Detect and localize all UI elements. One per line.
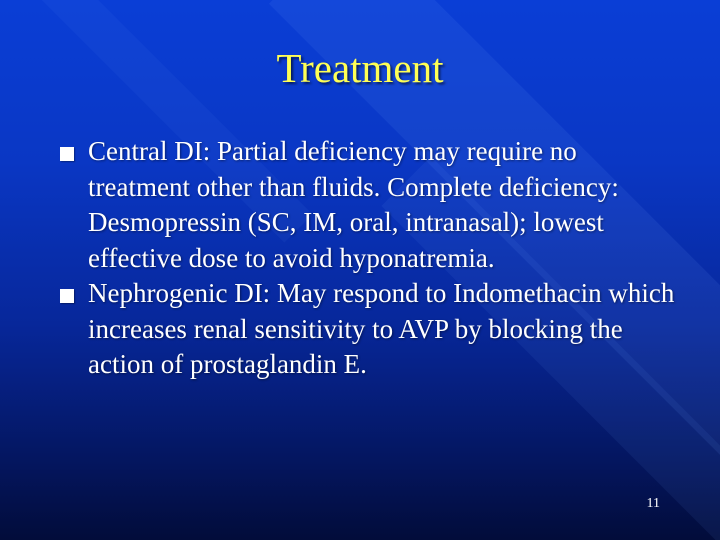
bullet-text: Nephrogenic DI: May respond to Indomethacin which increases renal sensitivity to AVP by blocking the action of prostaglandin E. xyxy=(88,278,675,379)
slide-title: Treatment xyxy=(276,45,444,91)
bullet-text: Central DI: Partial deficiency may require no treatment other than fluids. Complete deficiency: Desmopressin (SC, IM, oral, intranasal); lowest effective dose to avoid hyponatremia. xyxy=(88,136,619,273)
square-bullet-icon xyxy=(60,147,74,161)
bullet-list xyxy=(60,134,680,383)
bullet-item xyxy=(60,276,680,383)
bullet-item xyxy=(60,134,680,276)
square-bullet-icon xyxy=(60,289,74,303)
page-number: 11 xyxy=(646,496,660,511)
